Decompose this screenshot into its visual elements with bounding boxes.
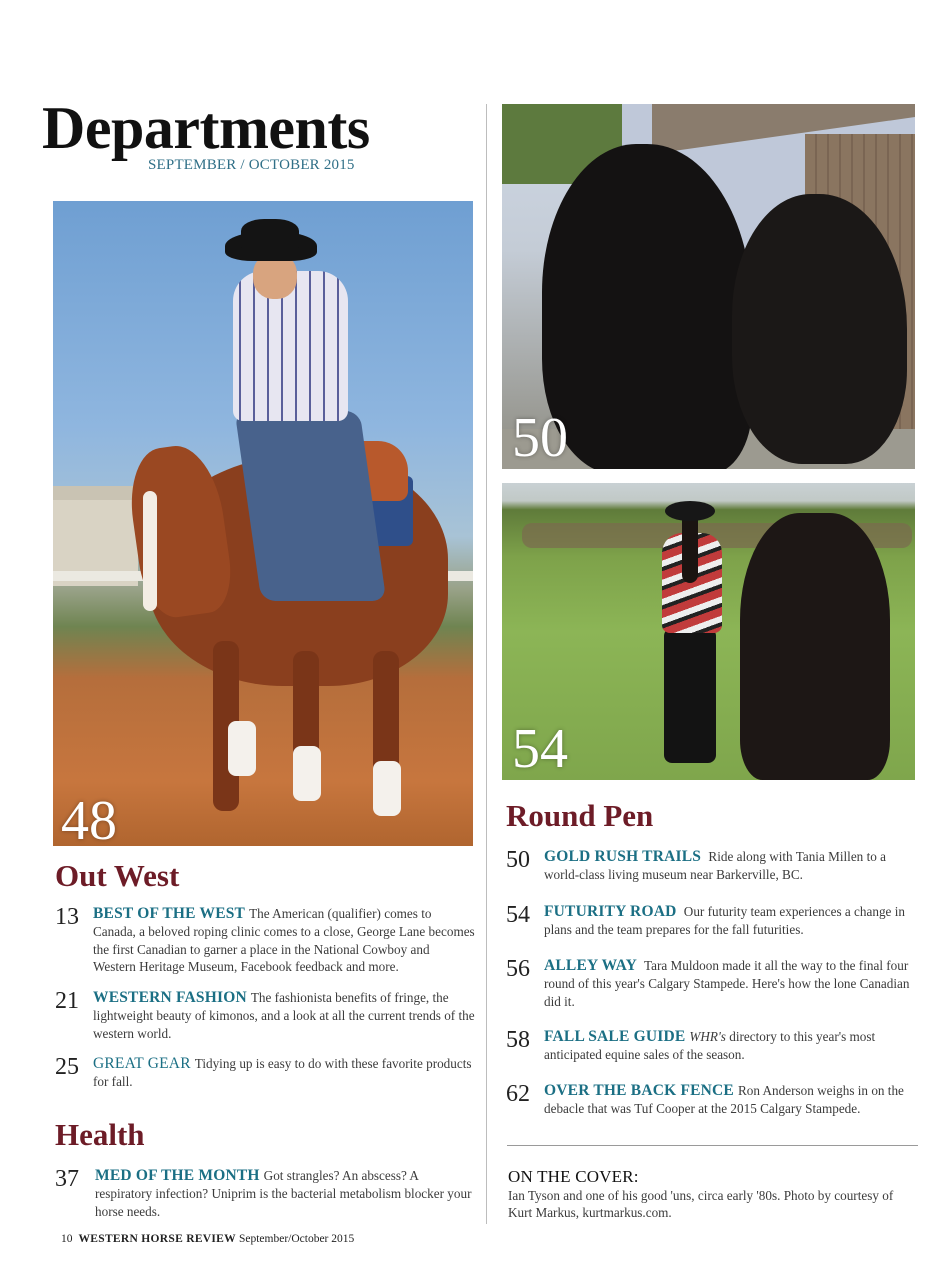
- toc-entry[interactable]: [55, 1055, 475, 1091]
- toc-entry[interactable]: [506, 957, 924, 1010]
- toc-page-number: 21: [55, 988, 79, 1014]
- toc-page-number: 13: [55, 904, 79, 930]
- toc-entry[interactable]: [506, 1082, 918, 1118]
- toc-description: [93, 989, 475, 1042]
- footer-issue: September/October 2015: [238, 1233, 355, 1245]
- toc-page-number: 54: [506, 902, 530, 928]
- toc-page-number: 62: [506, 1081, 530, 1107]
- section-heading-out-west: Out West: [55, 858, 180, 893]
- toc-page-number: 58: [506, 1027, 530, 1053]
- horse-shape: [732, 194, 907, 464]
- toc-text: Our futurity team experiences a change in plans and the team prepares for the fall futurities.: [544, 904, 905, 937]
- toc-description: [93, 905, 475, 976]
- toc-description: [544, 1082, 918, 1118]
- horse-shape: [740, 513, 890, 780]
- toc-text: The American (qualifier) comes to Canada, a beloved roping clinic comes to a close, George Lane becomes the first Canadian to garner a place in the National Cowboy and Western Heritage Museum, Facebook feedback and more.: [93, 906, 475, 975]
- toc-entry[interactable]: [506, 1028, 918, 1064]
- woman-hair-shape: [682, 513, 698, 583]
- toc-kicker: WESTERN FASHION: [93, 989, 247, 1006]
- rider-jeans-shape: [235, 411, 387, 601]
- horse-sock-shape: [373, 761, 401, 816]
- cover-caption: Ian Tyson and one of his good 'uns, circa early '80s. Photo by courtesy of Kurt Markus, kurtmarkus.com.: [508, 1188, 894, 1221]
- page-footer: [61, 1233, 354, 1245]
- photo-page-number: 50: [512, 407, 568, 469]
- toc-text: Got strangles? An abscess? A respiratory infection? Uniprim is the bacterial metabolism blocker your horse needs.: [95, 1168, 472, 1219]
- section-heading-health: Health: [55, 1117, 145, 1152]
- toc-page-number: 50: [506, 847, 530, 873]
- photo-page-number: 48: [61, 790, 117, 846]
- toc-description: [544, 903, 918, 939]
- footer-page-number: 10: [61, 1233, 73, 1245]
- toc-description: [544, 1028, 918, 1064]
- toc-kicker: GREAT GEAR: [93, 1055, 191, 1072]
- issue-date: SEPTEMBER / OCTOBER 2015: [148, 157, 355, 173]
- toc-entry[interactable]: [506, 848, 918, 884]
- photo-draft-horses: [502, 104, 915, 469]
- toc-kicker: GOLD RUSH TRAILS: [544, 848, 702, 865]
- toc-text: The fashionista benefits of fringe, the lightweight beauty of kimonos, and a look at all the current trends of the western world.: [93, 990, 475, 1041]
- toc-kicker: MED OF THE MONTH: [95, 1167, 260, 1184]
- toc-entry[interactable]: [55, 1167, 475, 1220]
- toc-text: directory to this year's most anticipated equine sales of the season.: [544, 1029, 876, 1062]
- horse-sock-shape: [228, 721, 256, 776]
- photo-rider-chestnut-horse: [53, 201, 473, 846]
- toc-description: [93, 1055, 475, 1091]
- toc-description: [95, 1167, 475, 1220]
- woman-hat-shape: [665, 501, 715, 521]
- toc-text: Tidying up is easy to do with these favorite products for fall.: [93, 1056, 472, 1089]
- toc-kicker: FALL SALE GUIDE: [544, 1028, 686, 1045]
- toc-kicker: BEST OF THE WEST: [93, 905, 246, 922]
- section-heading-round-pen: Round Pen: [506, 798, 654, 833]
- toc-description: [544, 957, 924, 1010]
- toc-text: Ride along with Tania Millen to a world-class living museum near Barkerville, BC.: [544, 849, 886, 882]
- page-title: Departments: [42, 95, 370, 161]
- cowboy-hat-crown-shape: [241, 219, 299, 249]
- toc-kicker: FUTURITY ROAD: [544, 903, 677, 920]
- horizontal-divider: [507, 1145, 918, 1146]
- footer-magazine-name: WESTERN HORSE REVIEW: [78, 1233, 236, 1245]
- photo-page-number: 54: [512, 718, 568, 780]
- toc-entry[interactable]: [55, 989, 475, 1042]
- toc-page-number: 56: [506, 956, 530, 982]
- toc-description: [544, 848, 918, 884]
- toc-entry[interactable]: [55, 905, 475, 976]
- toc-kicker: ALLEY WAY: [544, 957, 637, 974]
- horse-neck-shape: [124, 441, 237, 622]
- toc-italic-text: WHR's: [689, 1029, 726, 1044]
- cover-heading: ON THE COVER:: [508, 1167, 639, 1186]
- horse-blaze-shape: [143, 491, 157, 611]
- column-divider: [486, 104, 487, 1224]
- barn-roof-shape: [53, 486, 138, 500]
- horse-shape: [542, 144, 752, 469]
- toc-kicker: OVER THE BACK FENCE: [544, 1082, 734, 1099]
- photo-woman-with-horse: [502, 483, 915, 780]
- toc-text: Ron Anderson weighs in on the debacle that was Tuf Cooper at the 2015 Calgary Stampede.: [544, 1083, 904, 1116]
- toc-text: Tara Muldoon made it all the way to the final four round of this year's Calgary Stampede. Here's how the lone Canadian did it.: [544, 958, 910, 1009]
- toc-page-number: 25: [55, 1054, 79, 1080]
- woman-legs-shape: [664, 628, 716, 763]
- toc-entry[interactable]: [506, 903, 918, 939]
- horse-sock-shape: [293, 746, 321, 801]
- toc-page-number: 37: [55, 1166, 79, 1192]
